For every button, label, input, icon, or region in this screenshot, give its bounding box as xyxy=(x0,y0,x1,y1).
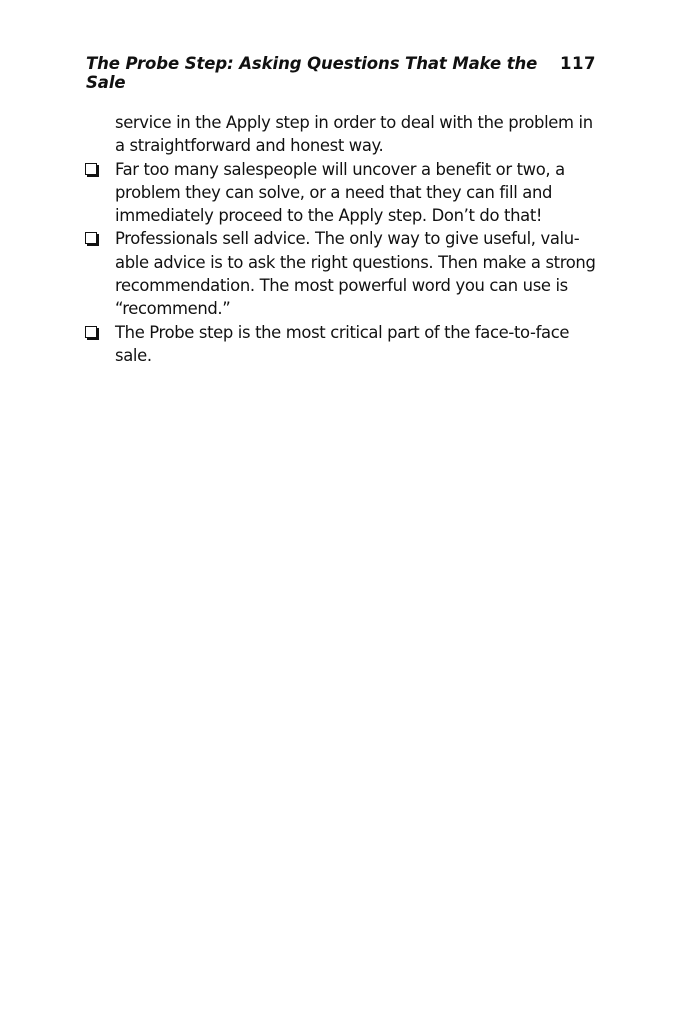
running-header xyxy=(86,54,596,92)
bullet-item xyxy=(85,321,600,368)
bullet-text: The Probe step is the most critical part of the face-to-face sale. xyxy=(115,322,570,365)
bullet-text: Professionals sell advice. The only way to give useful, valu-able advice is to ask the right questions. Then make a strong recommendation. The most powerful word you can use is “recommend.” xyxy=(115,229,596,319)
continued-paragraph: service in the Apply step in order to deal with the problem in a straightforward and honest way. xyxy=(115,113,593,156)
chapter-title: The Probe Step: Asking Questions That Make the Sale xyxy=(86,54,538,92)
bullet-item xyxy=(85,227,600,320)
body-text xyxy=(85,111,600,367)
checkbox-icon xyxy=(85,232,97,244)
page-number: 117 xyxy=(560,54,596,73)
checkbox-icon xyxy=(85,163,97,175)
bullet-text: Far too many salespeople will uncover a benefit or two, a problem they can solve, or a need that they can fill and immediately proceed to the Apply step. Don’t do that! xyxy=(115,159,565,226)
bullet-item xyxy=(85,158,600,228)
checkbox-icon xyxy=(85,326,97,338)
